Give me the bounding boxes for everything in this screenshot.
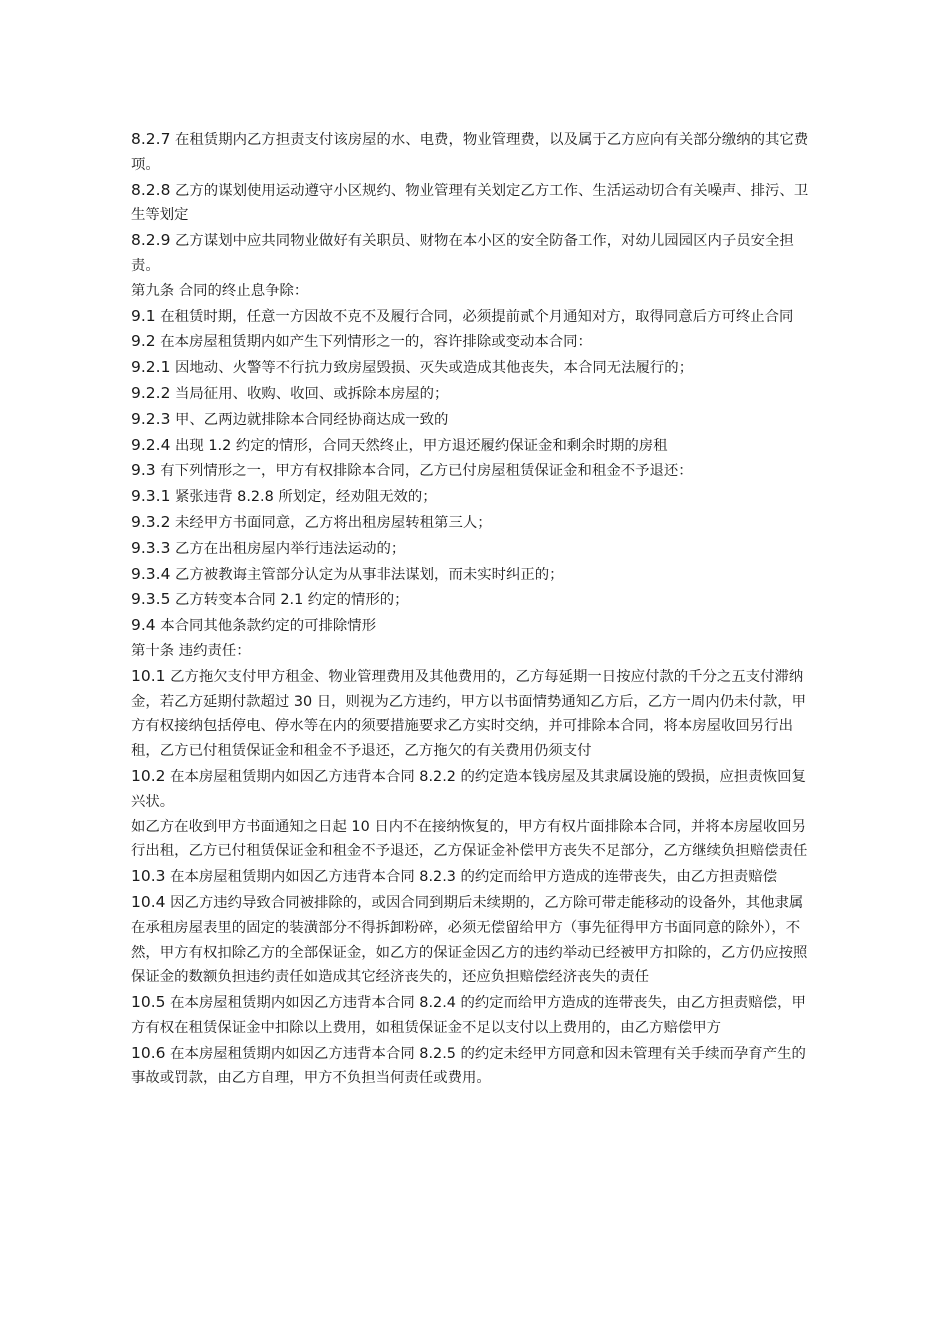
paragraph	[131, 279, 811, 304]
paragraph	[131, 613, 811, 639]
clause-number: 8.2.9	[131, 231, 171, 250]
clause-number: 9.2.4	[131, 435, 171, 454]
paragraph	[131, 990, 811, 1041]
clause-text: 在租赁期内乙方担责支付该房屋的水、电费，物业管理费，以及属于乙方应向有关部分缴纳的其它费项。	[131, 132, 809, 173]
paragraph	[131, 510, 811, 536]
clause-text: 因乙方违约导致合同被排除的，或因合同到期后未续期的，乙方除可带走能移动的设备外，其他隶属在承租房屋表里的固定的装潢部分不得拆卸粉碎，必须无偿留给甲方（事先征得甲方书面同意的除外），不然，甲方有权扣除乙方的全部保证金，如乙方的保证金因乙方的违约举动已经被甲方扣除的，乙方仍应按照保证金的数额负担违约责任如造成其它经济丧失的，还应负担赔偿经济丧失的责任	[131, 894, 808, 986]
clause-text: 第九条 合同的终止息争除：	[131, 282, 309, 299]
paragraph	[131, 536, 811, 562]
clause-text: 当局征用、收购、收回、或拆除本房屋的；	[170, 385, 449, 402]
clause-text: 乙方在出租房屋内举行违法运动的；	[170, 540, 406, 557]
clause-text: 乙方拖欠支付甲方租金、物业管理费用及其他费用的，乙方每延期一日按应付款的千分之五支付滞纳金，若乙方延期付款超过 30 日，则视为乙方违约，甲方以书面情势通知乙方后，乙方一周内仍未付款，甲方有权接纳包括停电、停水等在内的须要措施要求乙方实时交纳，并可排除本合同，将本房屋收回另行出租，乙方已付租赁保证金和租金不予退还，乙方拖欠的有关费用仍须支付	[131, 668, 807, 760]
clause-number: 8.2.8	[131, 180, 171, 199]
clause-text: 因地动、火警等不行抗力致房屋毁损、灭失或造成其他丧失，本合同无法履行的；	[170, 360, 694, 377]
clause-number: 9.3.3	[131, 538, 171, 557]
paragraph	[131, 178, 811, 229]
clause-text: 乙方转变本合同 2.1 约定的情形的；	[170, 592, 409, 609]
clause-text: 在本房屋租赁期内如因乙方违背本合同 8.2.4 的约定而给甲方造成的连带丧失，由乙方担责赔偿，甲方有权在租赁保证金中扣除以上费用，如租赁保证金不足以支付以上费用的，由乙方赔偿甲方	[131, 995, 806, 1036]
clause-number: 9.2	[131, 332, 156, 351]
paragraph	[131, 433, 811, 459]
clause-number: 9.3	[131, 461, 156, 480]
document-body	[131, 127, 811, 1091]
paragraph	[131, 484, 811, 510]
paragraph	[131, 562, 811, 588]
clause-number: 10.1	[131, 666, 166, 685]
clause-number: 10.3	[131, 867, 166, 886]
clause-text: 乙方的谋划使用运动遵守小区规约、物业管理有关划定乙方工作、生活运动切合有关噪声、排污、卫生等划定	[131, 182, 809, 224]
clause-number: 8.2.7	[131, 130, 171, 148]
clause-number: 9.4	[131, 616, 156, 635]
clause-text: 本合同其他条款约定的可排除情形	[155, 618, 377, 635]
paragraph	[131, 815, 811, 865]
paragraph	[131, 228, 811, 279]
paragraph	[131, 1041, 811, 1092]
paragraph	[131, 587, 811, 613]
paragraph	[131, 639, 811, 664]
clause-number: 10.5	[131, 993, 166, 1012]
paragraph	[131, 304, 811, 330]
paragraph	[131, 329, 811, 355]
clause-number: 9.3.4	[131, 564, 171, 583]
paragraph	[131, 764, 811, 815]
paragraph	[131, 407, 811, 433]
clause-number: 10.6	[131, 1043, 166, 1062]
clause-text: 在本房屋租赁期内如因乙方违背本合同 8.2.3 的约定而给甲方造成的连带丧失，由乙方担责赔偿	[165, 869, 778, 886]
clause-text: 在本房屋租赁期内如产生下列情形之一的，容许排除或变动本合同：	[155, 334, 592, 351]
clause-text: 出现 1.2 约定的情形，合同天然终止，甲方退还履约保证金和剩余时期的房租	[170, 437, 668, 454]
paragraph	[131, 664, 811, 764]
clause-number: 9.3.5	[131, 590, 171, 609]
clause-number: 9.3.1	[131, 487, 171, 506]
paragraph	[131, 864, 811, 890]
clause-number: 9.2.2	[131, 383, 171, 402]
paragraph	[131, 127, 811, 178]
clause-text: 乙方谋划中应共同物业做好有关职员、财物在本小区的安全防备工作，对幼儿园园区内子员安全担责。	[131, 233, 794, 274]
clause-number: 9.3.2	[131, 512, 171, 531]
clause-text: 有下列情形之一，甲方有权排除本合同，乙方已付房屋租赁保证金和租金不予退还：	[155, 463, 693, 480]
paragraph	[131, 381, 811, 407]
clause-text: 在本房屋租赁期内如因乙方违背本合同 8.2.5 的约定未经甲方同意和因未管理有关手续而孕育产生的事故或罚款，由乙方自理，甲方不负担当何责任或费用。	[131, 1045, 806, 1087]
clause-text: 甲、乙两边就排除本合同经协商达成一致的	[170, 411, 449, 428]
clause-text: 如乙方在收到甲方书面通知之日起 10 日内不在接纳恢复的，甲方有权片面排除本合同，并将本房屋收回另行出租，乙方已付租赁保证金和租金不予退还，乙方保证金补偿甲方丧失不足部分，乙方继续负担赔偿责任	[131, 818, 808, 860]
clause-text: 在本房屋租赁期内如因乙方违背本合同 8.2.2 的约定造本钱房屋及其隶属设施的毁损，应担责恢回复兴状。	[131, 768, 806, 810]
clause-number: 9.2.1	[131, 358, 171, 377]
paragraph	[131, 458, 811, 484]
clause-text: 未经甲方书面同意，乙方将出租房屋转租第三人；	[170, 514, 492, 531]
clause-text: 紧张违背 8.2.8 所划定，经劝阻无效的；	[170, 489, 437, 506]
clause-text: 乙方被教诲主管部分认定为从事非法谋划，而未实时纠正的；	[170, 566, 564, 583]
clause-text: 在租赁时期，任意一方因故不克不及履行合同，必须提前贰个月通知对方，取得同意后方可终止合同	[155, 308, 794, 325]
clause-number: 9.1	[131, 306, 156, 325]
clause-number: 9.2.3	[131, 409, 171, 428]
clause-number: 10.4	[131, 892, 166, 911]
paragraph	[131, 890, 811, 990]
paragraph	[131, 355, 811, 381]
clause-text: 第十条 违约责任：	[131, 642, 251, 659]
clause-number: 10.2	[131, 766, 166, 785]
